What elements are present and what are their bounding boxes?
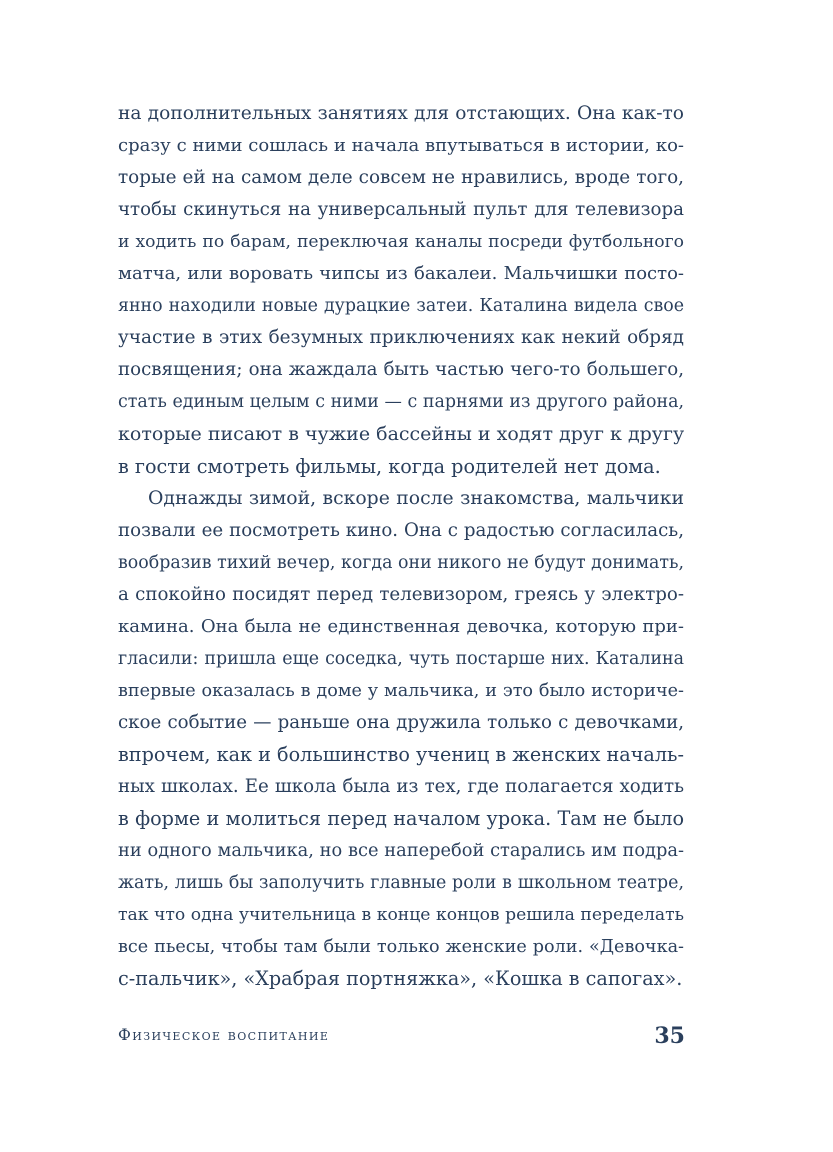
text-line: ни одного мальчика, но все наперебой старались им подра- — [118, 840, 684, 862]
text-line: в форме и молиться перед началом урока. Там не было — [118, 807, 684, 831]
text-line: стать единым целым с ними — с парнями из другого района, — [118, 392, 684, 413]
text-line: которые писают в чужие бассейны и ходят друг к другу — [118, 423, 685, 446]
text-line: сразу с ними сошлась и начала впутываться в истории, ко- — [118, 135, 684, 157]
text-line: а спокойно посидят перед телевизором, греясь у электро- — [118, 583, 684, 605]
text-line: посвящения; она жаждала быть частью чего-то большего, — [118, 359, 684, 381]
text-line: позвали ее посмотреть кино. Она с радостью согласилась, — [118, 519, 684, 541]
text-line: камина. Она была не единственная девочка, которую при- — [118, 615, 684, 637]
text-line: матча, или воровать чипсы из бакалеи. Мальчишки посто- — [118, 263, 684, 285]
text-line: торые ей на самом деле совсем не нравились, вроде того, — [118, 167, 684, 189]
text-line: чтобы скинуться на универсальный пульт для телевизора — [118, 199, 684, 221]
text-line: на дополнительных занятиях для отстающих. Она как-то — [118, 103, 684, 124]
text-line: с-пальчик», «Храбрая портняжка», «Кошка в сапогах». — [118, 967, 683, 991]
text-line: участие в этих безумных приключениях как некий обряд — [118, 327, 684, 349]
text-line: жать, лишь бы заполучить главные роли в школьном театре, — [118, 873, 684, 894]
text-line: и ходить по барам, переключая каналы посреди футбольного — [118, 232, 684, 253]
text-line: ское событие — раньше она дружила только с девочками, — [118, 711, 684, 733]
page-number: 35 — [654, 1023, 685, 1049]
text-line: вообразив тихий вечер, когда они никого не будут донимать, — [118, 552, 684, 573]
text-line: в гости смотреть фильмы, когда родителей нет дома. — [118, 454, 661, 478]
text-line: янно находили новые дурацкие затеи. Каталина видела свое — [118, 296, 684, 317]
paragraph-first-line: Однажды зимой, вскоре после знакомства, мальчики — [148, 487, 684, 509]
text-line: впервые оказалась в доме у мальчика, и это было историче- — [118, 680, 684, 701]
body-text — [118, 98, 684, 995]
text-line: так что одна учительница в конце концов решила переделать — [118, 905, 684, 926]
text-line: ных школах. Ее школа была из тех, где полагается ходить — [118, 775, 684, 797]
text-line: впрочем, как и большинство учениц в женских началь- — [118, 742, 684, 766]
text-line: все пьесы, чтобы там были только женские роли. «Девочка- — [118, 937, 684, 958]
text-line: гласили: пришла еще соседка, чуть постарше них. Каталина — [118, 648, 684, 669]
running-footer-title: Физическое воспитание — [118, 1026, 330, 1044]
